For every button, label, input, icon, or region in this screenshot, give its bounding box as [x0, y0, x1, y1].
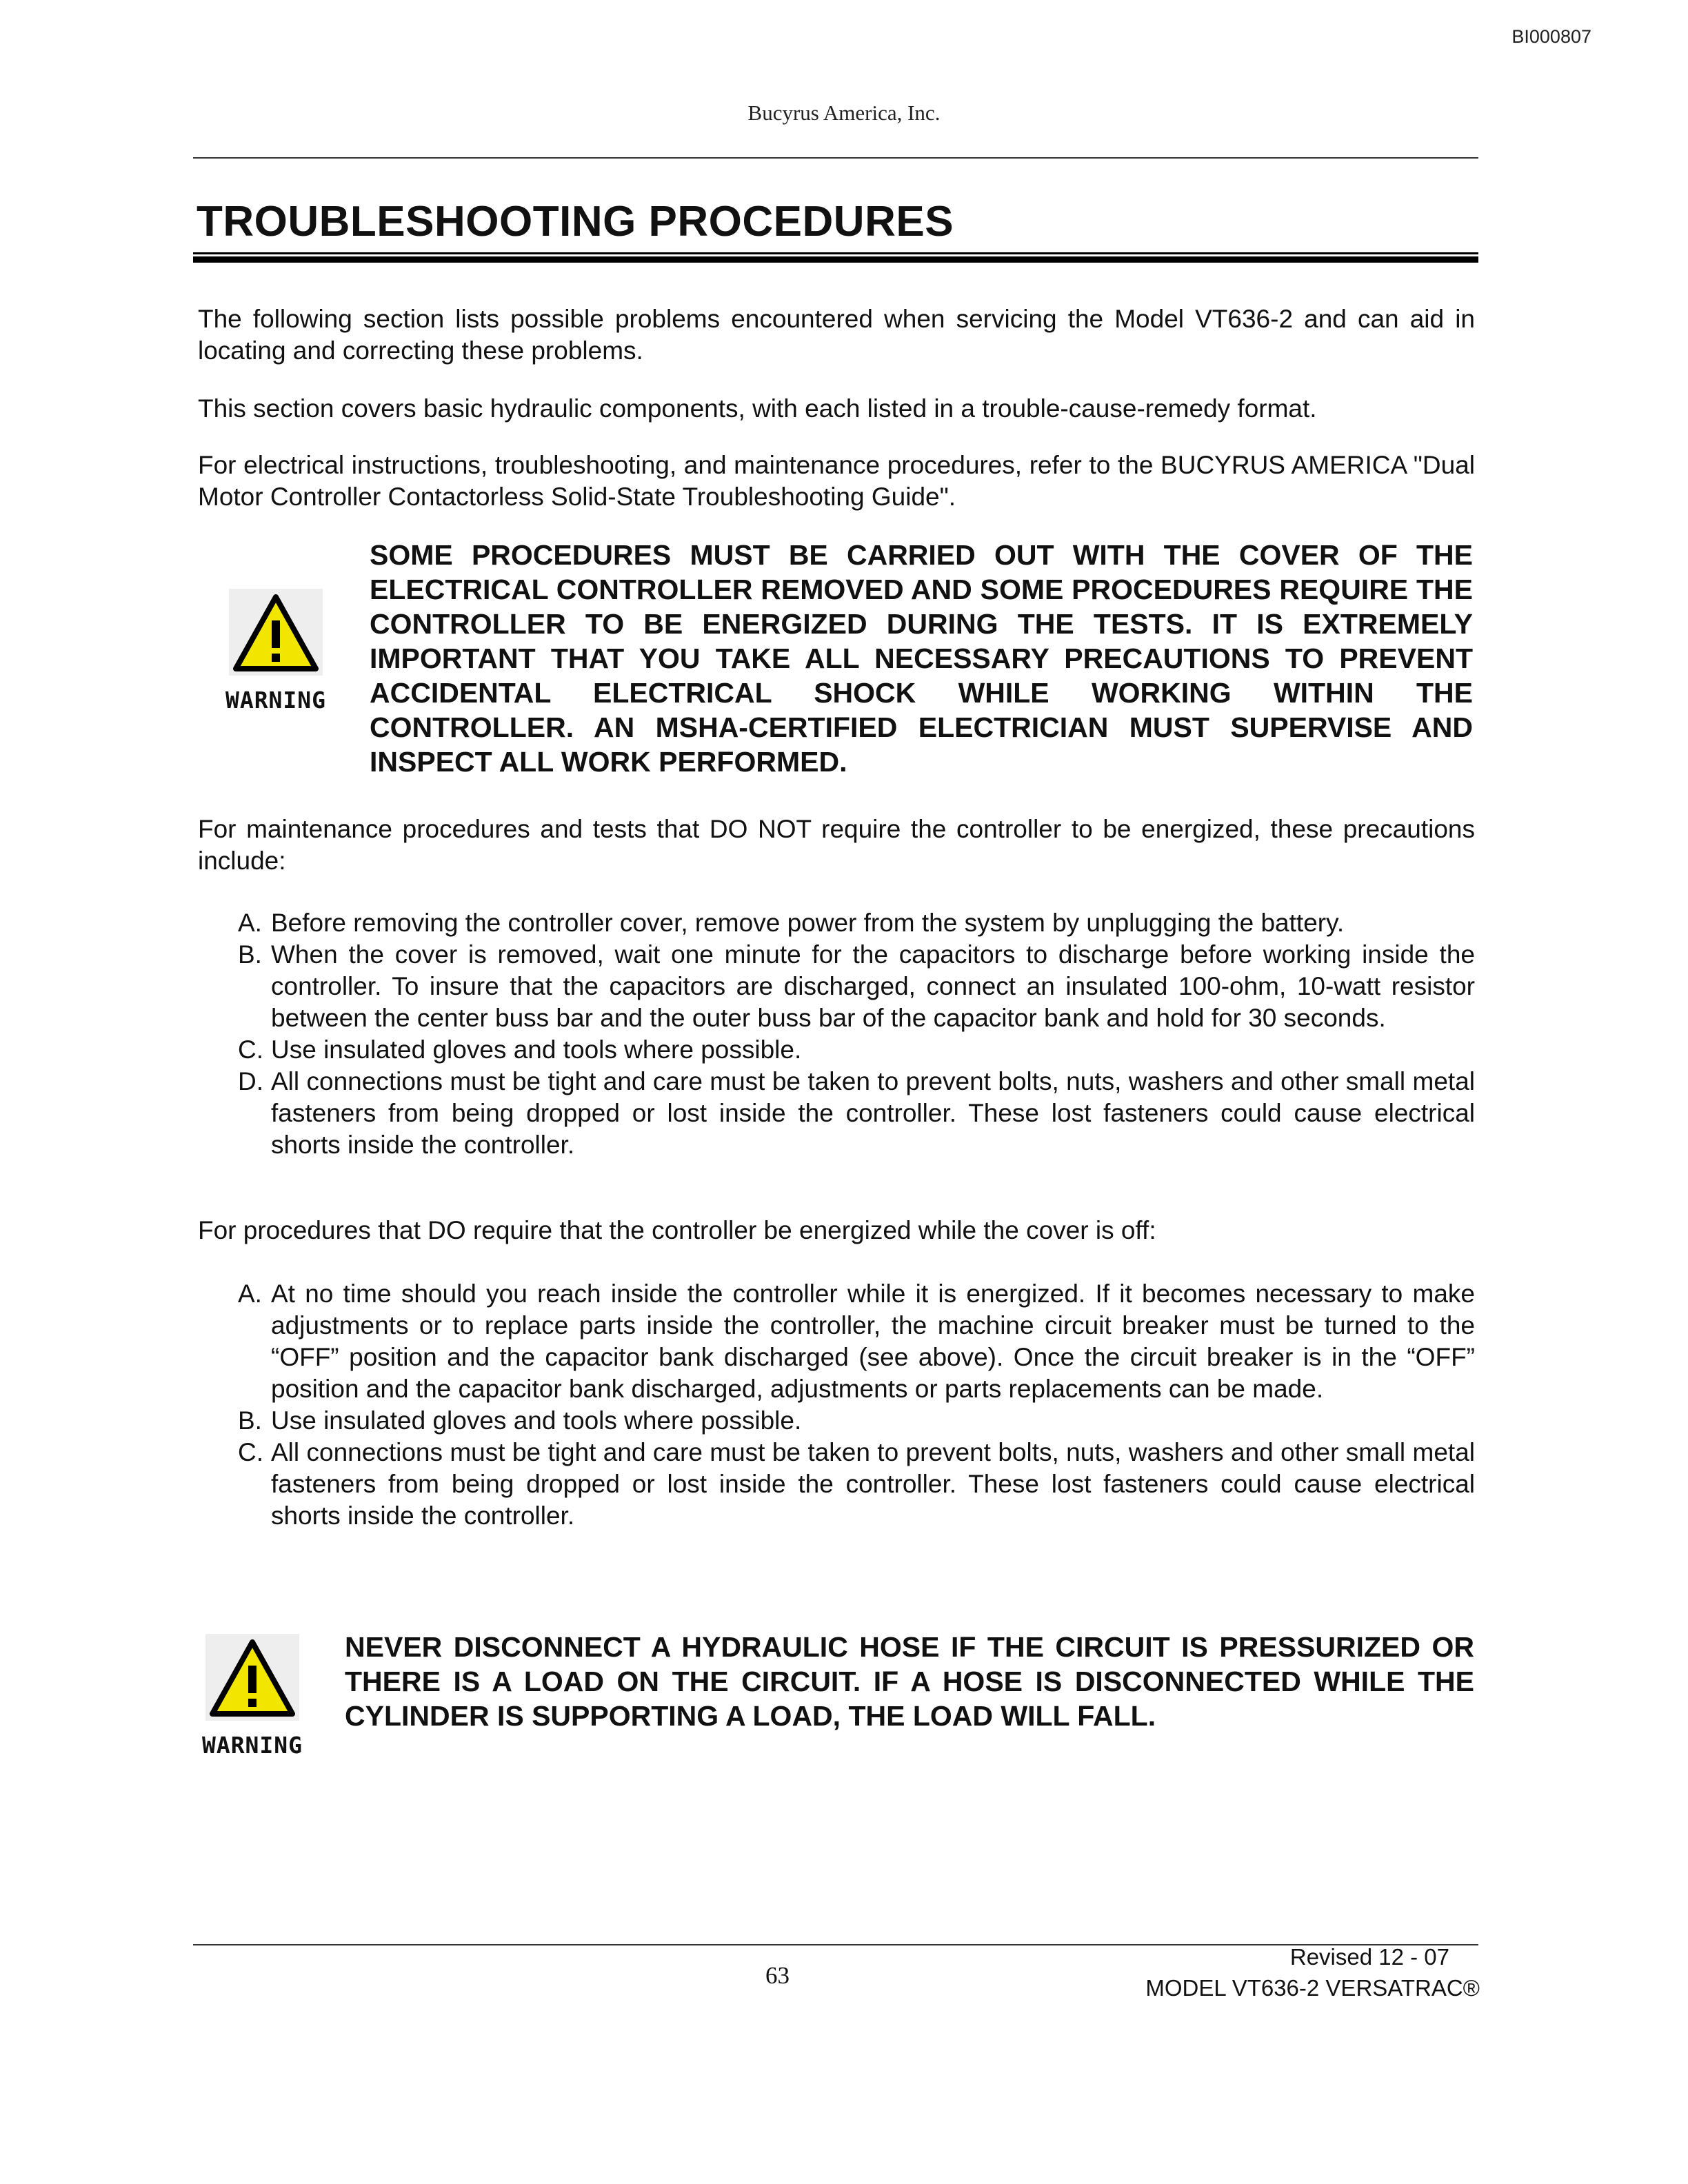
not-energized-list	[238, 907, 1475, 1161]
warning-icon	[228, 587, 324, 677]
list-text: Use insulated gloves and tools where possible.	[271, 1035, 802, 1064]
page-number: 63	[765, 1962, 790, 1989]
list-item	[238, 907, 1475, 939]
list-item	[238, 939, 1475, 1034]
warning-text-2: NEVER DISCONNECT A HYDRAULIC HOSE IF THE CIRCUIT IS PRESSURIZED OR THERE IS A LOAD ON THE CIRCUIT. IF A HOSE IS DISCONNECTED WHILE THE CYLINDER IS SUPPORTING A LOAD, THE LOAD WILL FALL.	[345, 1631, 1474, 1732]
intro-paragraph-3: For electrical instructions, troubleshooting, and maintenance procedures, refer to the BUCYRUS AMERICA "Dual Motor Controller Contactorless Solid-State Troubleshooting Guide".	[198, 451, 1475, 511]
list-text: Use insulated gloves and tools where possible.	[271, 1406, 802, 1435]
model-name: MODEL VT636-2 VERSATRAC®	[1145, 1975, 1480, 2001]
list-item	[238, 1066, 1475, 1161]
list-text: At no time should you reach inside the controller while it is energized. If it becomes necessary to make adjustments or to replace parts inside the controller, the machine circuit breaker must be turned to the “OFF” position and the capacitor bank discharged (see above). Once the circuit breaker is in the “OFF” position and the capacitor bank discharged, adjustments or parts replacements can be made.	[271, 1280, 1475, 1403]
list-text: When the cover is removed, wait one minute for the capacitors to discharge before working inside the controller. To insure that the capacitors are discharged, connect an insulated 100-ohm, 10-watt resistor between the center buss bar and the outer buss bar of the capacitor bank and hold for 30 seconds.	[271, 940, 1475, 1032]
company-name: Bucyrus America, Inc.	[747, 101, 941, 125]
list-letter: D.	[238, 1067, 263, 1095]
title-rule-thin	[193, 252, 1478, 254]
header-rule	[193, 157, 1478, 159]
list-item	[238, 1405, 1475, 1437]
warning-block-2	[183, 1632, 321, 1759]
list-item	[238, 1437, 1475, 1532]
warning-icon	[204, 1632, 301, 1722]
list-letter: B.	[238, 940, 262, 969]
list-text: Before removing the controller cover, remove power from the system by unplugging the battery.	[271, 909, 1345, 937]
list-text: All connections must be tight and care must be taken to prevent bolts, nuts, washers and other small metal fasteners from being dropped or lost inside the controller. These lost fasteners could cause electrical shorts inside the controller.	[271, 1067, 1475, 1159]
warning-label: WARNING	[201, 1732, 303, 1759]
page-title: TROUBLESHOOTING PROCEDURES	[197, 198, 954, 245]
energized-list	[238, 1278, 1475, 1532]
intro-paragraph-2: This section covers basic hydraulic components, with each listed in a trouble-cause-remedy format.	[198, 394, 1317, 423]
warning-label: WARNING	[225, 687, 327, 714]
intro-paragraph-1: The following section lists possible problems encountered when servicing the Model VT636-2 and can aid in locating and correcting these problems.	[198, 305, 1475, 365]
list-letter: C.	[238, 1438, 263, 1466]
list-item	[238, 1034, 1475, 1066]
list-letter: C.	[238, 1035, 263, 1064]
list-letter: B.	[238, 1406, 262, 1435]
not-energized-intro: For maintenance procedures and tests that DO NOT require the controller to be energized, these precautions include:	[198, 815, 1475, 875]
energized-intro: For procedures that DO require that the controller be energized while the cover is off:	[198, 1216, 1156, 1244]
warning-text-1: SOME PROCEDURES MUST BE CARRIED OUT WITH THE COVER OF THE ELECTRICAL CONTROLLER REMOVED AND SOME PROCEDURES REQUIRE THE CONTROLLER TO BE ENERGIZED DURING THE TESTS. IT IS EXTREMELY IMPORTANT THAT YOU TAKE ALL NECESSARY PRECAUTIONS TO PREVENT ACCIDENTAL ELECTRICAL SHOCK WHILE WORKING WITHIN THE CONTROLLER. AN MSHA-CERTIFIED ELECTRICIAN MUST SUPERVISE AND INSPECT ALL WORK PERFORMED.	[370, 539, 1473, 778]
revision-date: Revised 12 - 07	[1289, 1944, 1449, 1970]
list-item	[238, 1278, 1475, 1405]
list-text: All connections must be tight and care must be taken to prevent bolts, nuts, washers and other small metal fasteners from being dropped or lost inside the controller. These lost fasteners could cause electrical shorts inside the controller.	[271, 1438, 1475, 1530]
doc-id: BI000807	[1511, 26, 1591, 47]
title-rule-thick	[193, 256, 1478, 263]
warning-block-1	[207, 587, 345, 714]
list-letter: A.	[238, 1280, 262, 1308]
list-letter: A.	[238, 909, 262, 937]
footer-rule	[193, 1944, 1478, 1945]
